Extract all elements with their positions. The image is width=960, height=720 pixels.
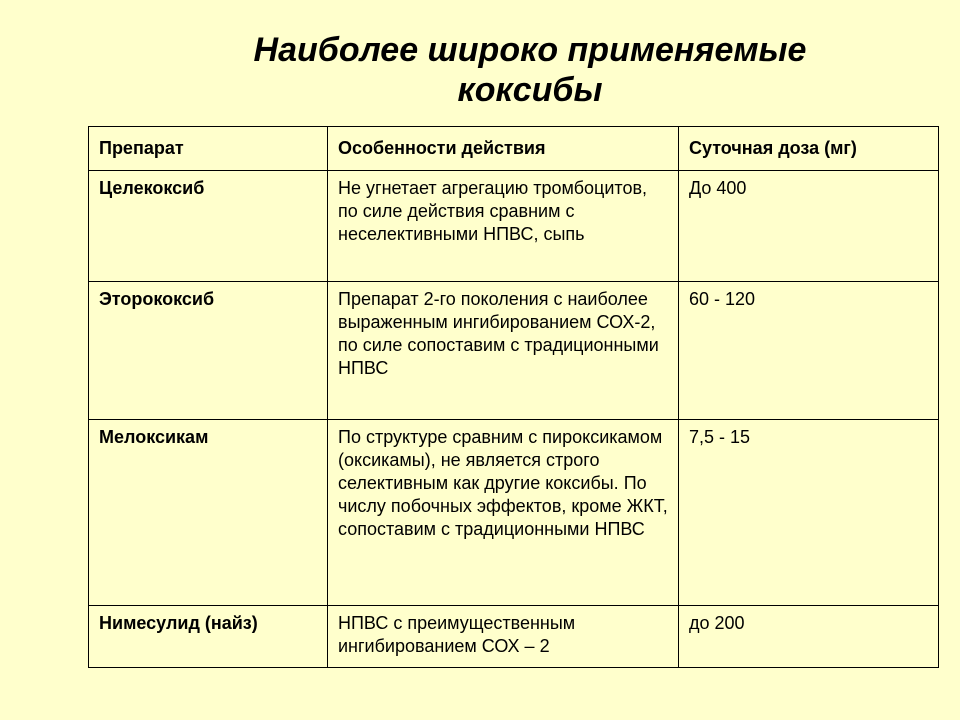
drug-features: НПВС с преимущественным ингибированием СОХ – 2	[328, 606, 679, 668]
drug-name: Мелоксикам	[89, 420, 328, 606]
drug-dose: до 200	[679, 606, 939, 668]
drug-features: Препарат 2-го поколения с наиболее выраженным ингибированием СОХ-2, по силе сопоставим с традиционными НПВС	[328, 282, 679, 420]
title-line-2: коксибы	[457, 71, 603, 109]
drug-dose: 60 - 120	[679, 282, 939, 420]
slide-title	[140, 30, 920, 110]
drug-features: По структуре сравним с пироксикамом (оксикамы), не является строго селективным как другие коксибы. По числу побочных эффектов, кроме ЖКТ, сопоставим с традиционными НПВС	[328, 420, 679, 606]
header-features: Особенности действия	[328, 127, 679, 171]
drug-features: Не угнетает агрегацию тромбоцитов, по силе действия сравним с неселективными НПВС, сыпь	[328, 171, 679, 282]
drug-name: Эторококсиб	[89, 282, 328, 420]
drug-dose: До 400	[679, 171, 939, 282]
header-drug: Препарат	[89, 127, 328, 171]
table-header-row	[89, 127, 939, 171]
header-dose: Суточная доза (мг)	[679, 127, 939, 171]
drug-name: Целекоксиб	[89, 171, 328, 282]
title-line-1: Наиболее широко применяемые	[253, 31, 807, 69]
coxib-table	[88, 126, 939, 668]
table-row	[89, 282, 939, 420]
drug-name: Нимесулид (найз)	[89, 606, 328, 668]
table-row	[89, 171, 939, 282]
drug-dose: 7,5 - 15	[679, 420, 939, 606]
table-row	[89, 420, 939, 606]
table-row	[89, 606, 939, 668]
